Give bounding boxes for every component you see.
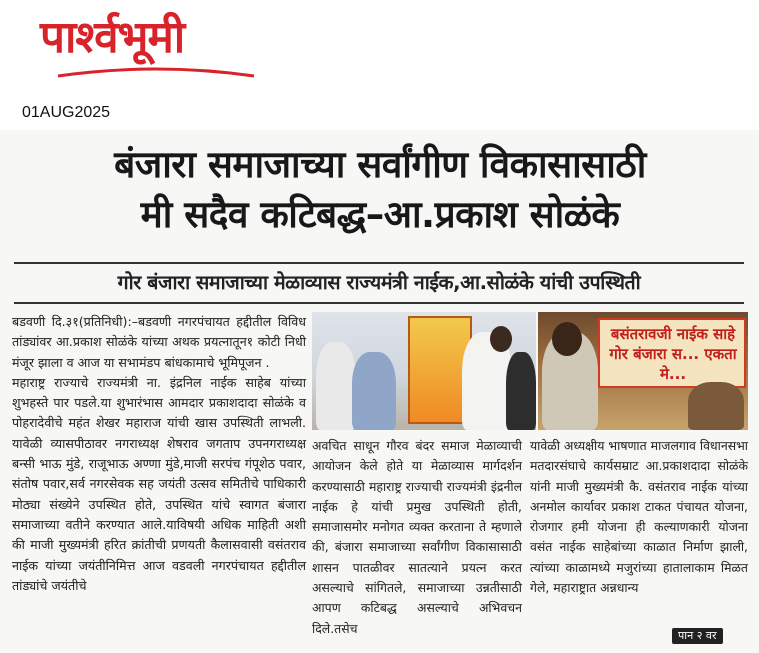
photo-banner-text: बसंतरावजी नाईक साहे गोर बंजारा स... एकता मे...: [609, 325, 737, 383]
headline-line-1: बंजारा समाजाच्या सर्वांगीण विकासासाठी: [114, 143, 646, 186]
subheadline: गोर बंजारा समाजाच्या मेळाव्यास राज्यमंत्री नाईक,आ.सोळंके यांची उपस्थिती: [117, 271, 641, 294]
headline-line-2: मी सदैव कटिबद्ध–आ.प्रकाश सोळंके: [140, 193, 620, 236]
article-paragraph-1: बडवणी दि.३१(प्रतिनिधी):–बडवणी नगरपंचायत हद्दीतील विविध तांड्यांवर आ.प्रकाश सोळंके यांच्या अथक प्रयत्नातून१ कोटी निधी मंजूर झाला व आज या सभामंडप बांधकामाचे भूमिपूजन .: [12, 314, 306, 370]
event-photo-2: [538, 312, 748, 430]
masthead-swash: [56, 66, 256, 80]
article-column-3: यावेळी अध्यक्षीय भाषणात माजलगाव विधानसभा मतदारसंघाचे कार्यसम्राट आ.प्रकाशदादा सोळंके यांनी माजी मुख्यमंत्री कै. वसंतराव नाईक यांच्या अनमोल कार्यावर प्रकाश टाकत पंचायत योजना, रोजगार हमी योजना ही कल्याणकारी योजना वसंत नाईक साहेबांच्या काळात निर्माण झाली, त्यांच्या काळामध्ये मजुरांच्या हातालाकाम मिळत गेले, महाराष्ट्रात अन्नधान्य: [530, 438, 748, 596]
article-column-2: अवचित साधून गौरव बंदर समाज मेळाव्याची आयोजन केले होते या मेळाव्यास मार्गदर्शन करण्यासाठी महाराष्ट्र राज्याची राज्यमंत्री इंद्रनील नाईक हे यांची प्रमुख उपस्थिती होती, समाजासमोर मनोगत व्यक्त करताना ते म्हणाले की, बंजारा समाजाच्या सर्वांगीण विकासासाठी शासन पातळीवर सातत्याने प्रयत्न करत असल्याचे सांगितले, समाजाच्या उन्नतीसाठी आपण कटिबद्ध असल्याचे अभिवचन दिले.तसेच: [312, 438, 522, 636]
event-photo-1: [312, 312, 536, 430]
photo-person-head: [490, 326, 512, 352]
photo-person: [688, 382, 744, 430]
masthead-title: पार्श्वभूमी: [40, 12, 185, 63]
photo-person: [352, 352, 396, 430]
article-column-1: [12, 312, 306, 596]
clipping-date: 01AUG2025: [22, 104, 111, 121]
photo-person: [316, 342, 356, 430]
headline: [10, 140, 750, 240]
subhead-bottom-rule: [14, 302, 744, 304]
masthead-logo: [40, 8, 280, 80]
photo-person-head: [552, 322, 582, 356]
article-paragraph-2: महाराष्ट्र राज्याचे राज्यमंत्री ना. इंद्रनिल नाईक साहेब यांच्या शुभहस्ते पार पडले.या शुभारंभास आमदार प्रकाशदादा सोळंके व पोहरादेवीचे महंत शेखर महाराज यांची खास उपस्थिती लाभली. यावेळी व्यासपीठावर नगराध्यक्ष शेषराव जगताप उपनगराध्यक्ष बन्सी भाऊ मुंडे, राजूभाऊ अण्णा मुंडे,माजी सरपंच गंपूशेठ पवार, संतोष पवार,सर्व नगरसेवक सह जयंती उत्सव समितीचे पाधिकारी मोठ्या संख्येने उपस्थित होते, उपस्थित यांचे स्वागत बंजारा समाजाच्या वतीने करण्यात आले.याविषयी अधिक माहिती अशी की माजी मुख्यमंत्री हरित क्रांतीची प्रणयती कैलासवासी वसंतराव नाईक यांच्या जयंतीनिमित्त आज वडवली नगरपंचायत हद्दीतील तांड्यांचे जयंतीचे: [12, 374, 306, 593]
continued-on-page: पान २ वर: [672, 628, 723, 644]
photo-person: [506, 352, 536, 430]
